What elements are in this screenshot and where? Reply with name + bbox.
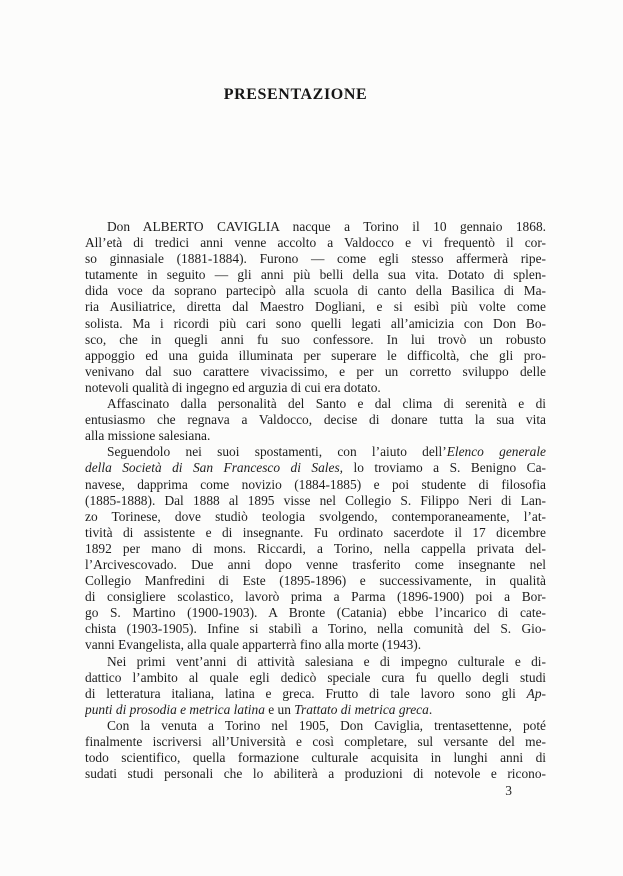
italic-text: Trattato di metrica greca bbox=[294, 701, 429, 717]
text-line: so ginnasiale (1881-1884). Furono — come egli stesso affermerà ripe- bbox=[85, 251, 546, 267]
text-line: All’età di tredici anni venne accolto a Valdocco e vi frequentò il cor- bbox=[85, 235, 546, 251]
text-line: Seguendolo nei suoi spostamenti, con l’aiuto dell’Elenco generale bbox=[107, 444, 546, 460]
italic-text: della Società di San Francesco di Sales, bbox=[85, 460, 344, 476]
text-line: 1892 per mano di mons. Riccardi, a Torino, nella cappella privata del- bbox=[85, 540, 546, 556]
text-line: ria Ausiliatrice, diretta dal Maestro Dogliani, e si esibì più volte come bbox=[85, 299, 546, 315]
text-line: tutamente in seguito — gli anni più belli della sua vita. Dotato di splen- bbox=[85, 267, 546, 283]
text-line: (1885-1888). Dal 1888 al 1895 visse nel Collegio S. Filippo Neri di Lan- bbox=[85, 492, 546, 508]
text-line: Don ALBERTO CAVIGLIA nacque a Torino il 10 gennaio 1868. bbox=[107, 219, 546, 234]
text-line: finalmente iscriversi all’Università e così completare, sul versante del me- bbox=[85, 734, 546, 749]
text-line: entusiasmo che regnava a Valdocco, decise di donare tutta la sua vita bbox=[85, 412, 546, 428]
text-line: alla missione salesiana. bbox=[85, 428, 211, 444]
text-line: chista (1903-1905). Infine si stabilì a Torino, nella comunità del S. Gio- bbox=[85, 621, 546, 637]
text-line: appoggio ed una guida illuminata per superare le difficoltà, che gli pro- bbox=[85, 347, 546, 363]
page-number: 3 bbox=[505, 783, 512, 798]
text-line: dattico l’ambito al quale egli dedicò speciale cura fu quello degli studi bbox=[85, 669, 546, 685]
text-line: Con la venuta a Torino nel 1905, Don Caviglia, trentasettenne, poté bbox=[107, 717, 546, 733]
text-line: Collegio Manfredini di Este (1895-1896) e successivamente, in qualità bbox=[85, 573, 546, 589]
text-line: di consigliere scolastico, lavorò prima a Parma (1896-1900) poi a Bor- bbox=[85, 589, 546, 605]
text-line: sco, che in quegli anni fu suo confessore. In lui trovò un robusto bbox=[85, 331, 546, 347]
text-line: l’Arcivescovado. Due anni dopo venne trasferito come insegnante nel bbox=[85, 556, 546, 572]
text-line: vanni Evangelista, alla quale apparterrà fino alla morte (1943). bbox=[85, 637, 422, 653]
text-line: dida voce da soprano partecipò alla scuola di canto della Basilica di Ma- bbox=[85, 283, 546, 299]
text-line: di letteratura italiana, latina e greca. Frutto di tale lavoro sono gli Ap- bbox=[85, 685, 546, 701]
text-line: go S. Martino (1900-1903). A Bronte (Catania) ebbe l’incarico di cate- bbox=[85, 605, 546, 621]
text-line: notevoli qualità di ingegno ed arguzia di cui era dotato. bbox=[85, 379, 381, 395]
text-line: navese, dapprima come novizio (1884-1885) e poi studente di filosofia bbox=[85, 476, 546, 492]
text-line: Nei primi vent’anni di attività salesiana e di impegno culturale e di- bbox=[107, 653, 546, 669]
text-line: della Società di San Francesco di Sales, lo troviamo a S. Benigno Ca- bbox=[85, 460, 546, 476]
text-line: sudati studi personali che lo abiliterà a produzioni di notevole e ricono- bbox=[85, 766, 546, 782]
text-line: solista. Ma i ricordi più cari sono quelli legati all’amicizia con Don Bo- bbox=[85, 315, 546, 331]
text-line: tività di assistente e di insegnante. Fu ordinato sacerdote il 17 dicembre bbox=[85, 524, 546, 540]
italic-text: Ap- bbox=[526, 685, 546, 701]
page-body bbox=[85, 219, 546, 782]
italic-text: punti di prosodia e metrica latina bbox=[85, 701, 265, 717]
italic-text: Elenco generale bbox=[446, 444, 546, 460]
page-title: PRESENTAZIONE bbox=[223, 86, 368, 103]
text-line: todo scientifico, quella formazione culturale acquisita in lunghi anni di bbox=[85, 750, 546, 766]
text-line: Affascinato dalla personalità del Santo e dal clima di serenità e di bbox=[107, 396, 546, 412]
text-line: venivano dal suo carattere vivacissimo, e per un corretto sviluppo delle bbox=[85, 363, 546, 379]
text-line: punti di prosodia e metrica latina e un Trattato di metrica greca. bbox=[85, 701, 433, 717]
text-line: zo Torinese, dove studiò teologia svolgendo, contemporaneamente, l’at- bbox=[85, 508, 546, 524]
